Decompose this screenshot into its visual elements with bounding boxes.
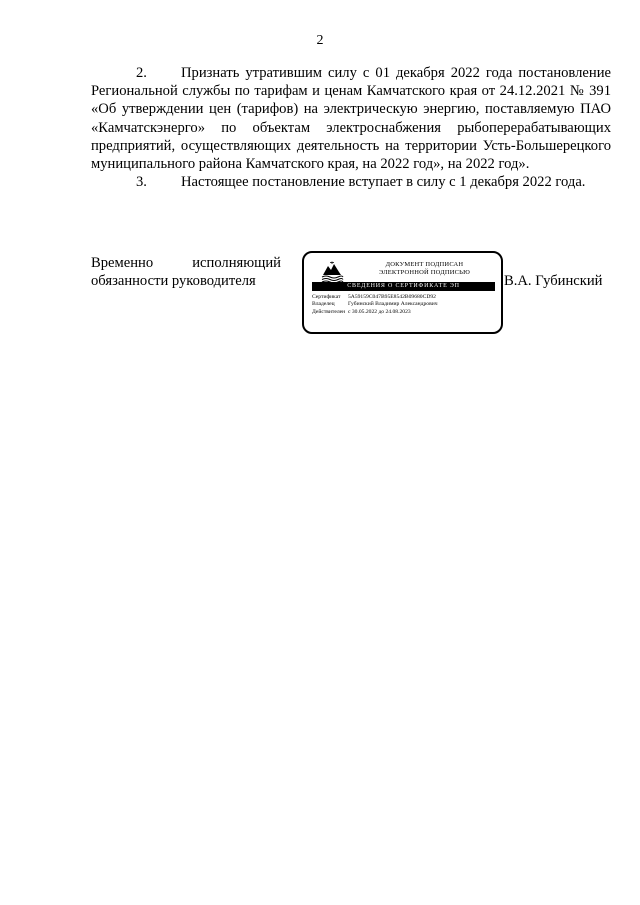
paragraph-2	[91, 64, 611, 173]
stamp-row-key: Сертификат	[312, 294, 341, 300]
document-body	[91, 64, 611, 191]
electronic-signature-stamp	[302, 251, 503, 334]
signer-position-line2: обязанности руководителя	[91, 273, 256, 290]
stamp-row-validity	[312, 309, 497, 316]
stamp-row-value: с 30.05.2022 до 24.08.2023	[348, 308, 411, 315]
stamp-row-value: Губинский Владимир Александрович	[348, 301, 438, 308]
signer-name: В.А. Губинский	[504, 273, 603, 289]
signer-position	[91, 254, 281, 290]
paragraph-3	[91, 173, 611, 191]
stamp-row-value: 5A59159C047B95E8542B09680CD92	[348, 294, 436, 300]
stamp-title-line2: ЭЛЕКТРОННОЙ ПОДПИСЬЮ	[379, 269, 470, 276]
kamchatka-coat-of-arms-icon	[320, 261, 344, 283]
stamp-row-owner	[312, 301, 497, 308]
signer-position-line1	[91, 254, 281, 272]
paragraph-text: Признать утратившим силу с 01 декабря 2022 года постановление Региональной службы по тарифам и ценам Камчатского края от 24.12.2021 № 391 «Об утверждении цен (тарифов) на электрическую энергию, поставляемую ПАО «Камчатскэнерго» по объектам электроснабжения рыбоперерабатывающих предприятий, осуществляющих деятельность на территории Усть-Большерецкого муниципального района Камчатского края, на 2022 год», на 2022 год».	[91, 65, 611, 173]
paragraph-number: 2.	[136, 65, 147, 81]
stamp-certificate-details	[312, 294, 497, 316]
stamp-row-key: Владелец	[312, 301, 335, 308]
stamp-certificate-bar: СВЕДЕНИЯ О СЕРТИФИКАТЕ ЭП	[312, 282, 495, 291]
signature-block	[91, 254, 611, 344]
stamp-title	[352, 261, 497, 277]
paragraph-number: 3.	[136, 174, 147, 191]
position-word: исполняющий	[192, 255, 281, 271]
paragraph-text: Настоящее постановление вступает в силу с 1 декабря 2022 года.	[181, 174, 586, 191]
stamp-title-line1: ДОКУМЕНТ ПОДПИСАН	[385, 261, 464, 268]
page-number: 2	[316, 33, 324, 48]
position-word: Временно	[91, 255, 154, 271]
stamp-row-key: Действителен	[312, 308, 346, 315]
